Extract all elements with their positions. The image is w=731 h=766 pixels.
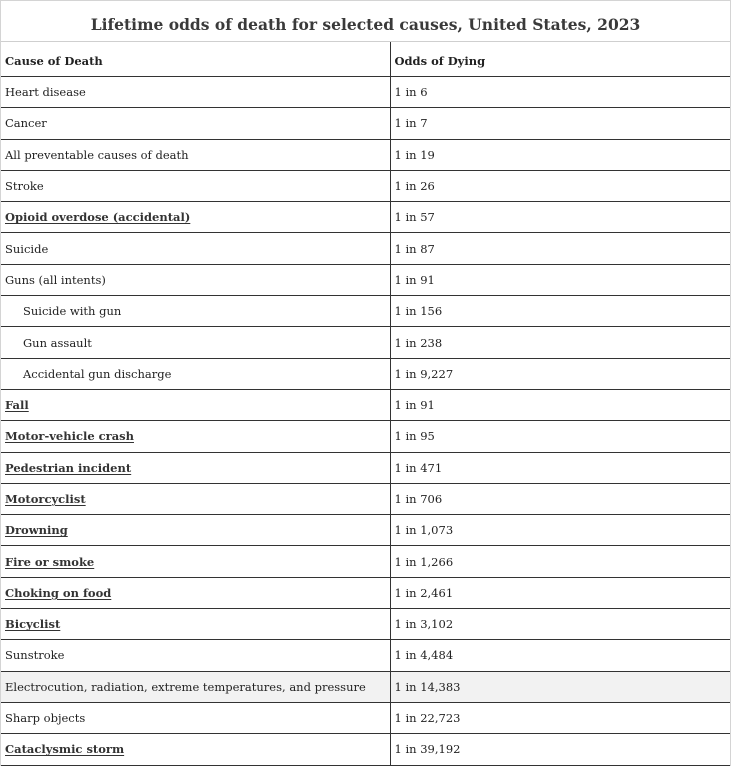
odds-cell: 1 in 471	[390, 452, 730, 483]
odds-cell: 1 in 1,073	[390, 515, 730, 546]
odds-cell: 1 in 238	[390, 327, 730, 358]
table-row	[1, 452, 730, 483]
odds-cell: 1 in 39,192	[390, 734, 730, 765]
table-row	[1, 640, 730, 671]
cause-cell	[1, 202, 390, 233]
cause-cell: Stroke	[1, 170, 390, 201]
odds-cell: 1 in 9,227	[390, 358, 730, 389]
cause-cell: Sunstroke	[1, 640, 390, 671]
odds-cell: 1 in 26	[390, 170, 730, 201]
table-row	[1, 609, 730, 640]
odds-cell: 1 in 19	[390, 139, 730, 170]
table-row	[1, 358, 730, 389]
cause-cell: All preventable causes of death	[1, 139, 390, 170]
odds-cell: 1 in 706	[390, 483, 730, 514]
odds-cell: 1 in 3,102	[390, 609, 730, 640]
cause-cell: Heart disease	[1, 77, 390, 108]
cause-link-choking-on-food[interactable]: Choking on food	[5, 585, 112, 600]
odds-table	[1, 42, 730, 766]
header-odds-of-dying: Odds of Dying	[390, 42, 730, 77]
odds-cell: 1 in 91	[390, 264, 730, 295]
table-row	[1, 483, 730, 514]
table-row	[1, 734, 730, 765]
cause-cell	[1, 734, 390, 765]
table-row	[1, 202, 730, 233]
table-row	[1, 233, 730, 264]
table-row	[1, 296, 730, 327]
cause-link-bicyclist[interactable]: Bicyclist	[5, 617, 61, 632]
table-row	[1, 515, 730, 546]
table-title: Lifetime odds of death for selected causes, United States, 2023	[1, 1, 730, 42]
table-row	[1, 264, 730, 295]
cause-cell: Suicide with gun	[1, 296, 390, 327]
cause-cell	[1, 577, 390, 608]
odds-cell: 1 in 6	[390, 77, 730, 108]
table-row	[1, 170, 730, 201]
header-cause-of-death: Cause of Death	[1, 42, 390, 77]
table-row	[1, 108, 730, 139]
odds-cell: 1 in 7	[390, 108, 730, 139]
cause-cell: Guns (all intents)	[1, 264, 390, 295]
cause-link-drowning[interactable]: Drowning	[5, 523, 68, 538]
table-row	[1, 77, 730, 108]
cause-cell: Cancer	[1, 108, 390, 139]
cause-link-opioid-overdose[interactable]: Opioid overdose (accidental)	[5, 210, 191, 225]
table-row	[1, 327, 730, 358]
cause-cell	[1, 609, 390, 640]
cause-cell	[1, 546, 390, 577]
table-row	[1, 671, 730, 702]
cause-cell	[1, 389, 390, 420]
odds-cell: 1 in 14,383	[390, 671, 730, 702]
table-header-row	[1, 42, 730, 77]
odds-cell: 1 in 95	[390, 421, 730, 452]
cause-link-motor-vehicle-crash[interactable]: Motor-vehicle crash	[5, 429, 134, 444]
cause-cell: Electrocution, radiation, extreme temperatures, and pressure	[1, 671, 390, 702]
odds-cell: 1 in 156	[390, 296, 730, 327]
cause-cell	[1, 452, 390, 483]
cause-cell: Suicide	[1, 233, 390, 264]
cause-link-pedestrian-incident[interactable]: Pedestrian incident	[5, 460, 132, 475]
cause-cell: Gun assault	[1, 327, 390, 358]
odds-cell: 1 in 91	[390, 389, 730, 420]
odds-cell: 1 in 4,484	[390, 640, 730, 671]
cause-link-fire-or-smoke[interactable]: Fire or smoke	[5, 554, 95, 569]
odds-cell: 1 in 2,461	[390, 577, 730, 608]
cause-cell: Accidental gun discharge	[1, 358, 390, 389]
odds-cell: 1 in 1,266	[390, 546, 730, 577]
cause-cell	[1, 483, 390, 514]
odds-cell: 1 in 87	[390, 233, 730, 264]
table-row	[1, 389, 730, 420]
table-row	[1, 546, 730, 577]
table-row	[1, 139, 730, 170]
odds-cell: 1 in 22,723	[390, 702, 730, 733]
cause-cell	[1, 515, 390, 546]
table-row	[1, 421, 730, 452]
cause-link-fall[interactable]: Fall	[5, 398, 29, 413]
cause-link-motorcyclist[interactable]: Motorcyclist	[5, 492, 86, 506]
table-row	[1, 702, 730, 733]
cause-link-cataclysmic-storm[interactable]: Cataclysmic storm	[5, 742, 125, 757]
cause-cell: Sharp objects	[1, 702, 390, 733]
odds-cell: 1 in 57	[390, 202, 730, 233]
cause-cell	[1, 421, 390, 452]
table-row	[1, 577, 730, 608]
